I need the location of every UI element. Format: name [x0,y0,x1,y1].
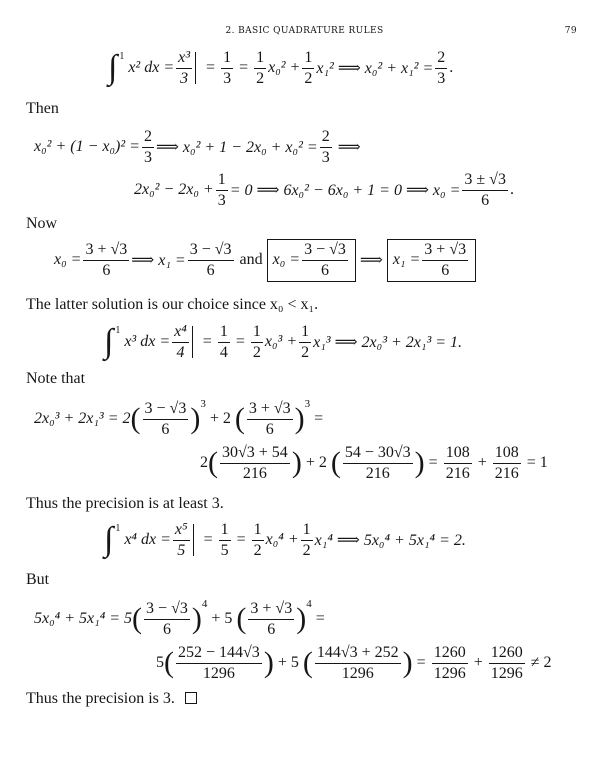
running-title: 2. BASIC QUADRATURE RULES [225,26,384,36]
equation-fourth-result: 5 ( $\frac{252 - 144√3}{1296}$ ) + 5 ( $\frac{144√3 + 252}{1296}$ ) = $\frac{1260}{1296}$ + $\frac{1260}{1296}$ ≠ 2 [156,643,552,682]
equation-quadratic-solve: 2x₀² − 2x₀ + $\frac{1}{3}$ = 0 ⟹ 6x₀² − 6x₀ + 1 = 0 ⟹ x₀ = $\frac{3 \pm √3}{6}$ . [134,170,514,209]
boxed-x1: x₁ = $\frac{3 + √3}{6}$ [387,239,476,282]
equation-cube-result: 2 ( $\frac{30√3 + 54}{216}$ ) + 2 ( $\frac{54 - 30√3}{216}$ ) = $\frac{108}{216}$ + $\frac{108}{216}$ = 1 [200,443,548,482]
prose-precision-is [26,690,197,708]
prose-note-that: Note that [26,370,86,387]
qed-icon [185,692,197,704]
equation-roots: x₀ = $\frac{3 + √3}{6}$ ⟹ x₁ = $\frac{3 - √3}{6}$ and x₀ = $\frac{3 - √3}{6}$ ⟹ x₁ = $\frac{3 + √3}{6}$ [54,236,476,284]
running-head [0,26,609,40]
prose-now: Now [26,215,58,232]
prose-but: But [26,571,50,588]
prose-latter-solution: The latter solution is our choice since x₀ < x₁. [26,296,319,313]
prose-then: Then [26,100,59,117]
equation-integral-x3: ∫ 1 x³ dx = $\frac{\text{x⁴}}{4}$ = $\frac{1}{4}$ = $\frac{1}{2}$ x₀³ + $\frac{1}{2}$ x₁³ ⟹ 2x₀³ + 2x₁³ = 1. [104,322,463,361]
equation-quadratic-expand: x₀² + (1 − x₀)² = $\frac{2}{3}$ ⟹ x₀² + 1 − 2x₀ + x₀² = $\frac{2}{3}$ ⟹ [34,127,361,166]
equation-fourth-check: 5x₀⁴ + 5x₁⁴ = 5 ( $\frac{3 - √3}{6}$ ) $^4$ + 5 ( $\frac{3 + √3}{6}$ ) $^4$ = [34,598,325,638]
boxed-x0: x₀ = $\frac{3 - √3}{6}$ [267,239,356,282]
equation-integral-x4: ∫ 1 x⁴ dx = $\frac{\text{x⁵}}{5}$ = $\frac{1}{5}$ = $\frac{1}{2}$ x₀⁴ + $\frac{1}{2}$ x₁⁴ ⟹ 5x₀⁴ + 5x₁⁴ = 2. [104,520,466,559]
fraction: $\frac{\text{x³}}{3}$ [178,48,191,87]
page-number: 79 [564,26,577,36]
prose-precision-at-least: Thus the precision is at least 3. [26,495,224,512]
equation-cube-check: 2x₀³ + 2x₁³ = 2 ( $\frac{3 - √3}{6}$ ) $^3$ + 2 ( $\frac{3 + √3}{6}$ ) $^3$ = [34,398,324,438]
equation-integral-x2: ∫ 1 x² dx = $\frac{\text{x³}}{3}$ = $\frac{1}{3}$ = $\frac{1}{2}$ x₀² + $\frac{1}{2}$ x₁² ⟹ x₀² + x₁² = $\frac{2}{3}$ . [108,48,454,87]
prose-precision-text: Thus the precision is 3. [26,690,175,707]
